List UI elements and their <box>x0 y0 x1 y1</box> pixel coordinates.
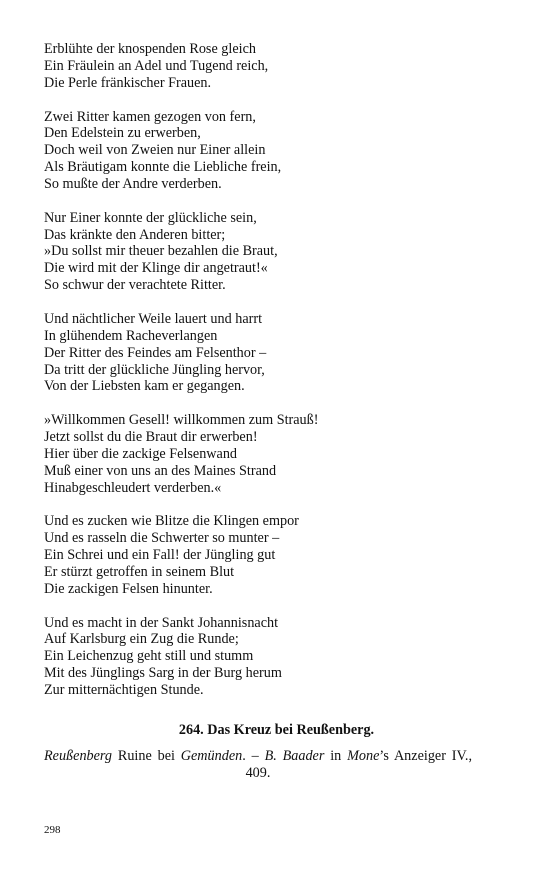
poem-line: So schwur der verachtete Ritter. <box>44 277 226 294</box>
source-journal: Mone <box>347 748 380 764</box>
poem-stanza <box>44 311 514 395</box>
poem-stanza <box>44 109 514 193</box>
poem-stanza <box>44 210 514 294</box>
poem-line: Hier über die zackige Felsenwand <box>44 445 238 462</box>
poem-line: Und es zucken wie Blitze die Klingen empor <box>44 513 299 530</box>
source-town: Gemünden <box>180 748 243 764</box>
poem-line: »Du sollst mir theuer bezahlen die Braut, <box>44 243 278 260</box>
poem-line: Der Ritter des Feindes am Felsenthor – <box>44 344 267 361</box>
poem-line: Er stürzt getroffen in seinem Blut <box>44 563 235 580</box>
poem-line: Erblühte der knospenden Rose gleich <box>44 41 256 57</box>
poem-stanza <box>44 41 514 92</box>
source-text-2: . – <box>242 748 265 764</box>
poem-line: »Willkommen Gesell! willkommen zum Strauß! <box>44 412 319 429</box>
source-text-3: in <box>324 748 348 764</box>
poem-line: Die zackigen Felsen hinunter. <box>44 580 213 597</box>
poem-line: Die wird mit der Klinge dir angetraut!« <box>44 260 268 277</box>
poem-line: Hinabgeschleudert verderben.« <box>44 479 222 496</box>
poem-line: Zur mitternächtigen Stunde. <box>44 682 204 698</box>
source-text-1: Ruine bei <box>112 748 181 764</box>
poem-line: In glühendem Racheverlangen <box>44 327 218 344</box>
section-heading: 264. Das Kreuz bei Reußenberg. <box>178 722 375 738</box>
poem-line: Den Edelstein zu erwerben, <box>44 125 201 142</box>
poem-line: Von der Liebsten kam er gegangen. <box>44 378 245 395</box>
source-place: Reußenberg <box>44 748 113 764</box>
poem-line: Muß einer von uns an des Maines Strand <box>44 462 277 479</box>
poem-line: Ein Leichenzug geht still und stumm <box>44 648 254 665</box>
poem-body <box>44 41 514 716</box>
poem-line: So mußte der Andre verderben. <box>44 175 222 192</box>
poem-line: Und es macht in der Sankt Johannisnacht <box>44 614 279 631</box>
poem-stanza <box>44 615 514 699</box>
poem-line: Das kränkte den Anderen bitter; <box>44 226 226 243</box>
poem-line: Mit des Jünglings Sarg in der Burg herum <box>44 665 282 682</box>
poem-line: Auf Karlsburg ein Zug die Runde; <box>44 631 239 648</box>
source-author: B. Baader <box>264 748 325 764</box>
poem-line: Ein Schrei und ein Fall! der Jüngling gut <box>44 547 276 564</box>
source-text-4: ’s Anzeiger IV., 409. <box>245 748 473 781</box>
poem-line: Nur Einer konnte der glückliche sein, <box>44 209 257 226</box>
poem-line: Und es rasseln die Schwerter so munter – <box>44 530 280 547</box>
poem-line: Zwei Ritter kamen gezogen von fern, <box>44 108 256 125</box>
poem-line: Doch weil von Zweien nur Einer allein <box>44 142 266 159</box>
poem-line: Die Perle fränkischer Frauen. <box>44 74 212 91</box>
page-number: 298 <box>44 824 61 836</box>
poem-line: Da tritt der glückliche Jüngling hervor, <box>44 361 265 378</box>
poem-stanza <box>44 412 514 496</box>
poem-line: Ein Fräulein an Adel und Tugend reich, <box>44 57 269 74</box>
poem-line: Als Bräutigam konnte die Liebliche frein, <box>44 159 282 176</box>
poem-line: Jetzt sollst du die Braut dir erwerben! <box>44 429 258 446</box>
poem-stanza <box>44 513 514 597</box>
source-note <box>44 748 472 782</box>
poem-line: Und nächtlicher Weile lauert und harrt <box>44 310 263 327</box>
